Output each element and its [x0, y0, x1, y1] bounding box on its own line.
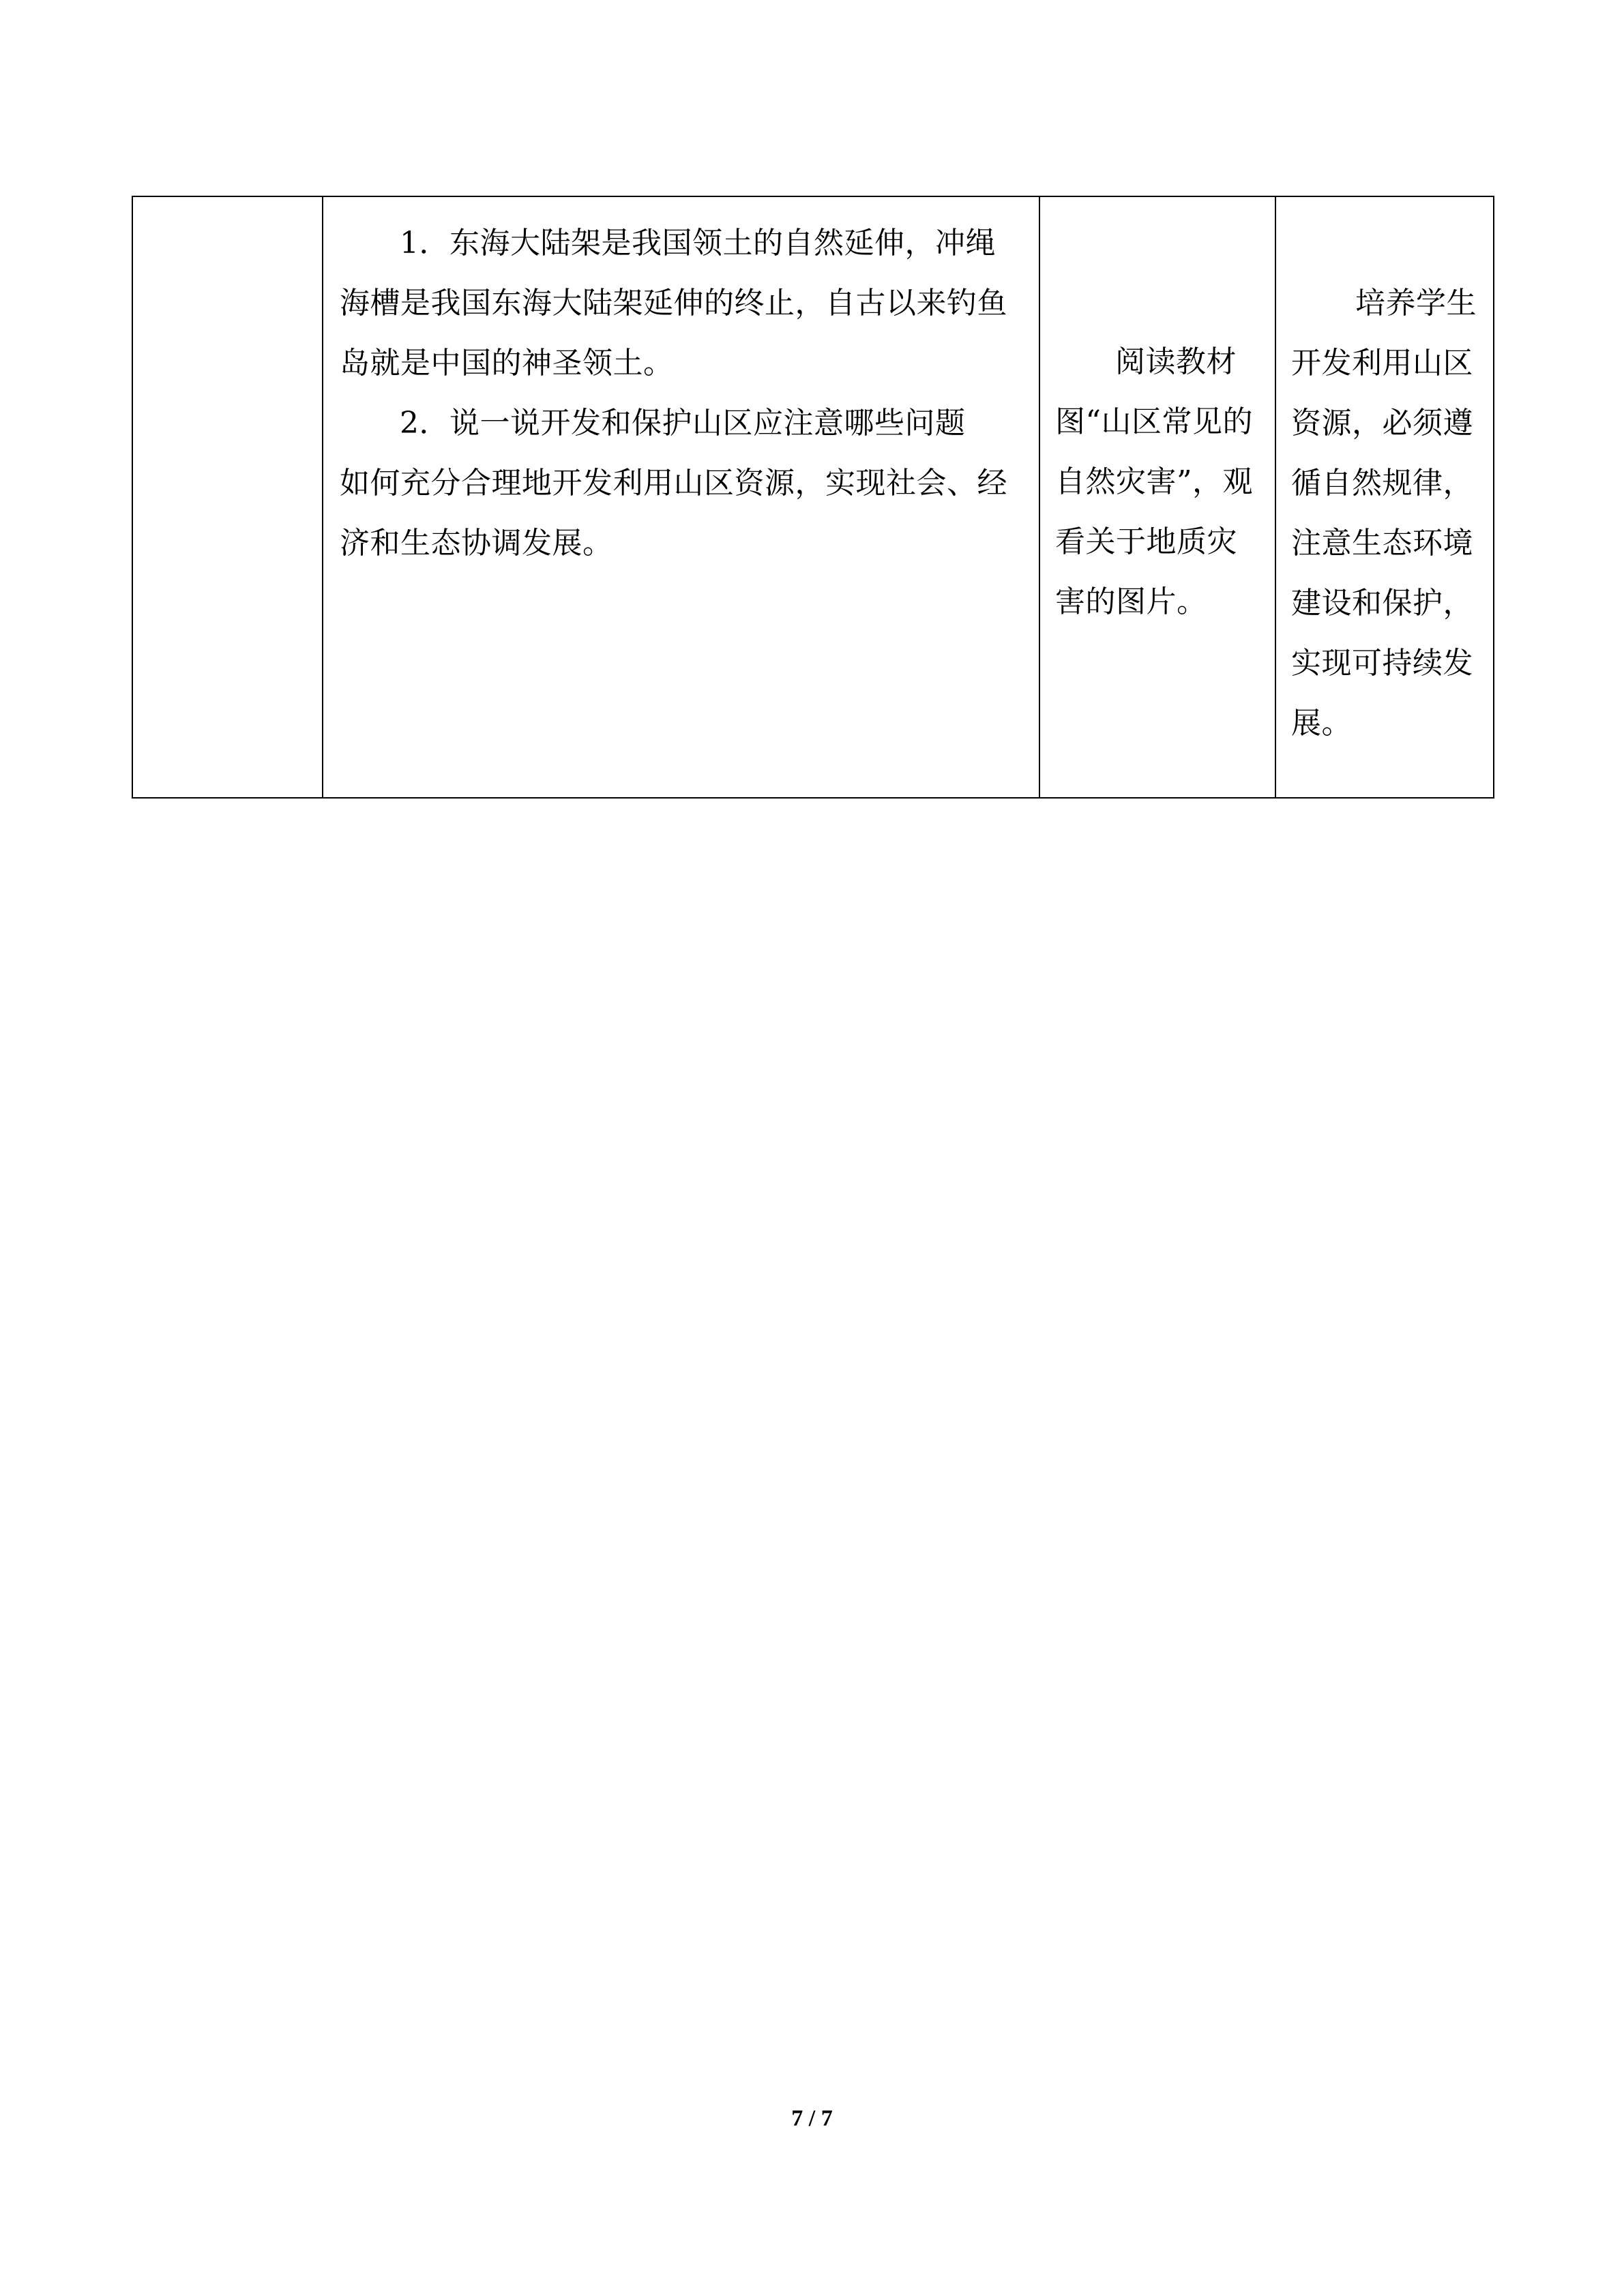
table-row	[132, 196, 1494, 798]
page-number: 7 / 7	[791, 2106, 833, 2131]
lesson-table	[132, 196, 1494, 799]
content-cell	[323, 196, 1039, 798]
content-item-2-continuation: 如何充分合理地开发利用山区资源，实现社会、经济和生态协调发展。	[340, 466, 1007, 561]
content-item-1: 1．东海大陆架是我国领土的自然延伸，冲绳海槽是我国东海大陆架延伸的终止，自古以来钓鱼岛就是中国的神圣领土。	[340, 226, 1007, 381]
student-activity-cell	[1039, 196, 1275, 798]
stage-cell	[132, 196, 323, 798]
design-intent-text: 培养学生开发利用山区资源，必须遵循自然规律，注意生态环境建设和保护，实现可持续发展。	[1291, 286, 1477, 741]
design-intent-cell	[1275, 196, 1494, 798]
content-item-2: 2．说一说开发和保护山区应注意哪些问题	[400, 406, 966, 441]
student-activity-text: 阅读教材图“山区常见的自然灾害”，观看关于地质灾害的图片。	[1055, 344, 1253, 619]
